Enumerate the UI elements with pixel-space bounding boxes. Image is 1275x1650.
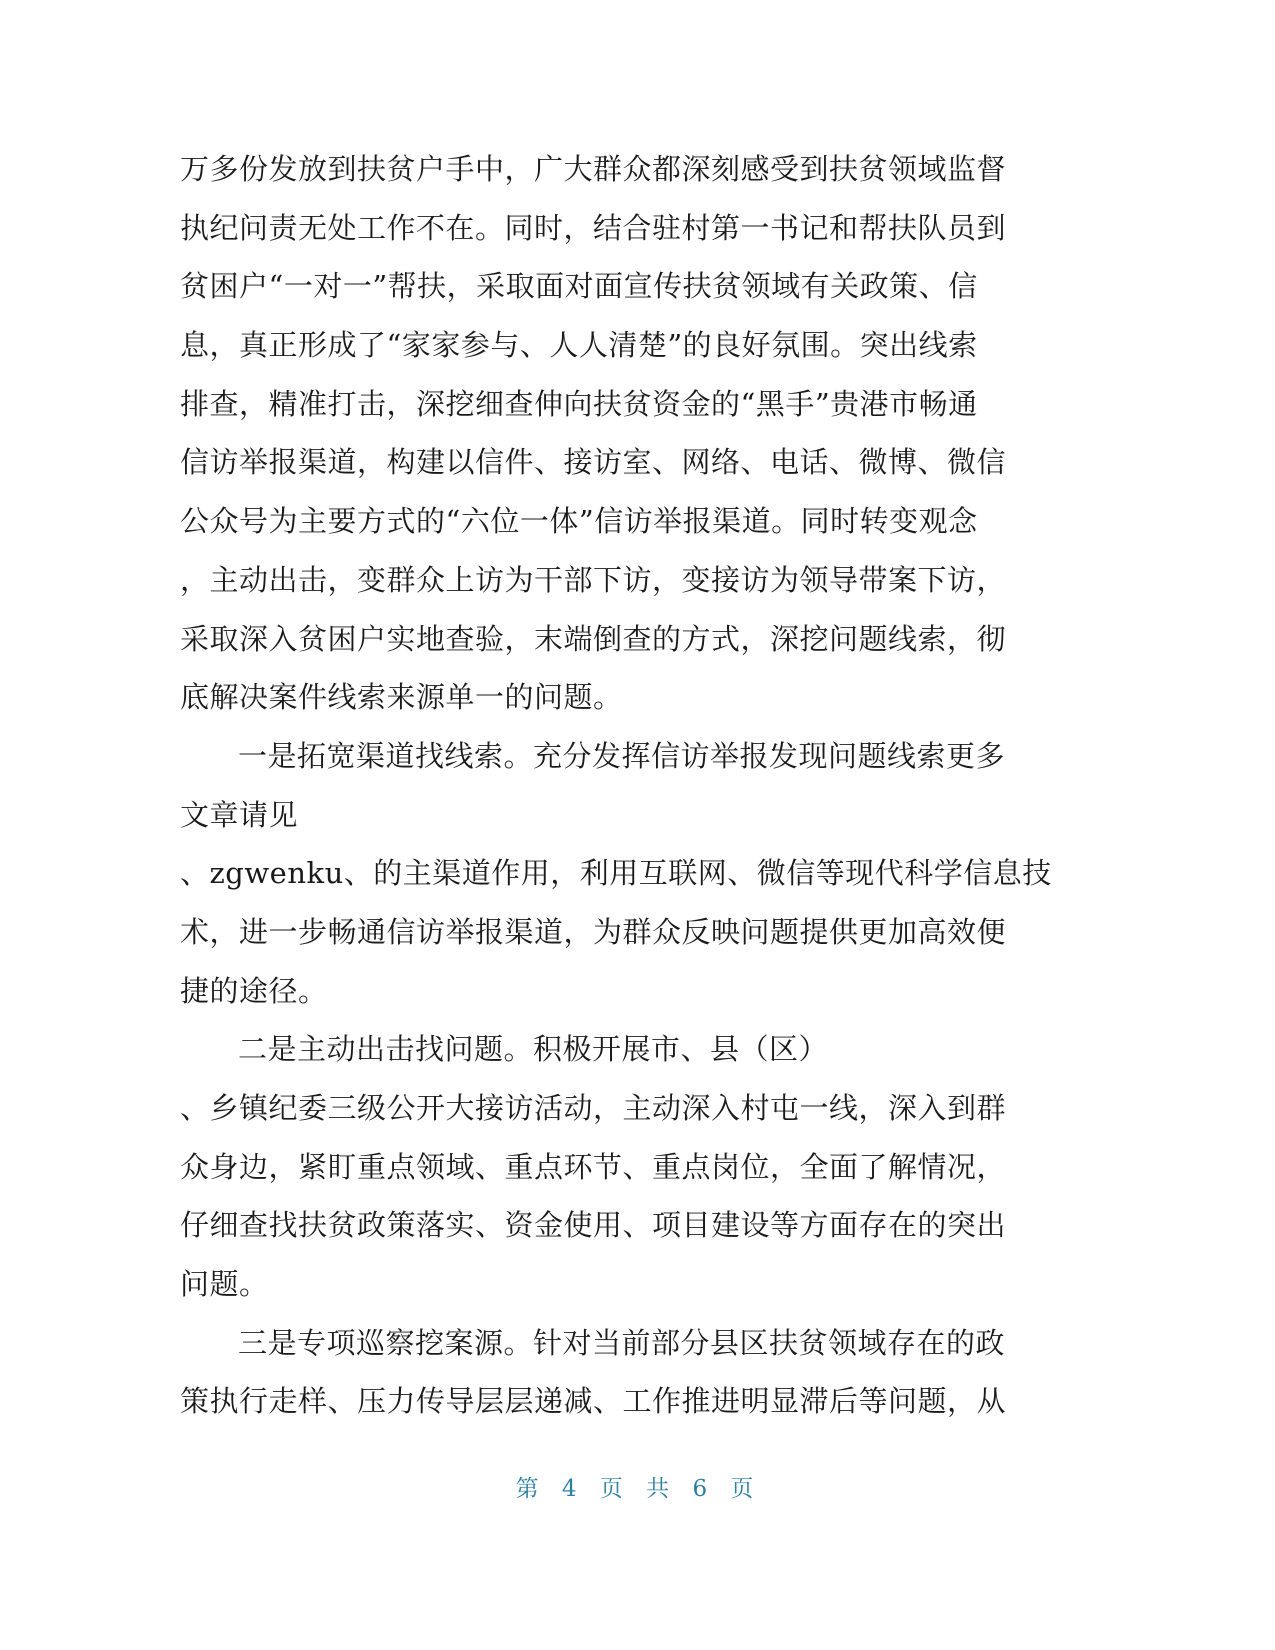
text-line: 问题。 xyxy=(180,1267,269,1302)
text-line: 术，进一步畅通信访举报渠道，为群众反映问题提供更加高效便 xyxy=(180,914,1007,949)
text-line: 、乡镇纪委三级公开大接访活动，主动深入村屯一线，深入到群 xyxy=(180,1091,1007,1125)
text-line: 万多份发放到扶贫户手中，广大群众都深刻感受到扶贫领域监督 xyxy=(180,152,1007,186)
text-line: ，主动出击，变群众上访为干部下访，变接访为领导带案下访， xyxy=(180,562,1007,597)
footer-page-word: 页 xyxy=(599,1476,629,1502)
text-line: 执纪问责无处工作不在。同时，结合驻村第一书记和帮扶队员到 xyxy=(180,210,1007,245)
text-line: 文章请见 xyxy=(180,797,299,832)
text-line: 仔细查找扶贫政策落实、资金使用、项目建设等方面存在的突出 xyxy=(180,1208,1007,1243)
text-line: 息，真正形成了“家家参与、人人清楚”的良好氛围。突出线索 xyxy=(180,328,978,363)
text-line: 策执行走样、压力传导层层递减、工作推进明显滞后等问题，从 xyxy=(180,1384,1007,1419)
footer-prefix: 第 xyxy=(515,1476,545,1502)
footer-current-page: 4 xyxy=(561,1476,583,1502)
footer-total-pages: 6 xyxy=(692,1476,714,1502)
footer-suffix: 页 xyxy=(730,1476,760,1502)
page-footer xyxy=(0,1470,1275,1503)
text-line: 信访举报渠道，构建以信件、接访室、网络、电话、微博、微信 xyxy=(180,445,1007,480)
text-line: 贫困户“一对一”帮扶，采取面对面宣传扶贫领域有关政策、信 xyxy=(180,269,978,304)
footer-total-prefix: 共 xyxy=(646,1476,676,1502)
paragraph-start-line: 一是拓宽渠道找线索。充分发挥信访举报发现问题线索更多 xyxy=(238,738,1006,773)
paragraph-start-line: 二是主动出击找问题。积极开展市、县（区） xyxy=(238,1032,829,1067)
text-line: 底解决案件线索来源单一的问题。 xyxy=(180,680,623,715)
text-line: 众身边，紧盯重点领域、重点环节、重点岗位，全面了解情况， xyxy=(180,1149,1007,1184)
text-line: 公众号为主要方式的“六位一体”信访举报渠道。同时转变观念 xyxy=(180,504,978,539)
text-line: 采取深入贫困户实地查验，末端倒查的方式，深挖问题线索，彻 xyxy=(180,621,1007,656)
paragraph-start-line: 三是专项巡察挖案源。针对当前部分县区扶贫领域存在的政 xyxy=(238,1325,1006,1360)
document-body xyxy=(180,140,1060,1431)
text-line: 、zgwenku、的主渠道作用，利用互联网、微信等现代科学信息技 xyxy=(180,856,1052,891)
text-line: 捷的途径。 xyxy=(180,973,328,1008)
text-line: 排查，精准打击，深挖细查伸向扶贫资金的“黑手”贵港市畅通 xyxy=(180,386,978,421)
